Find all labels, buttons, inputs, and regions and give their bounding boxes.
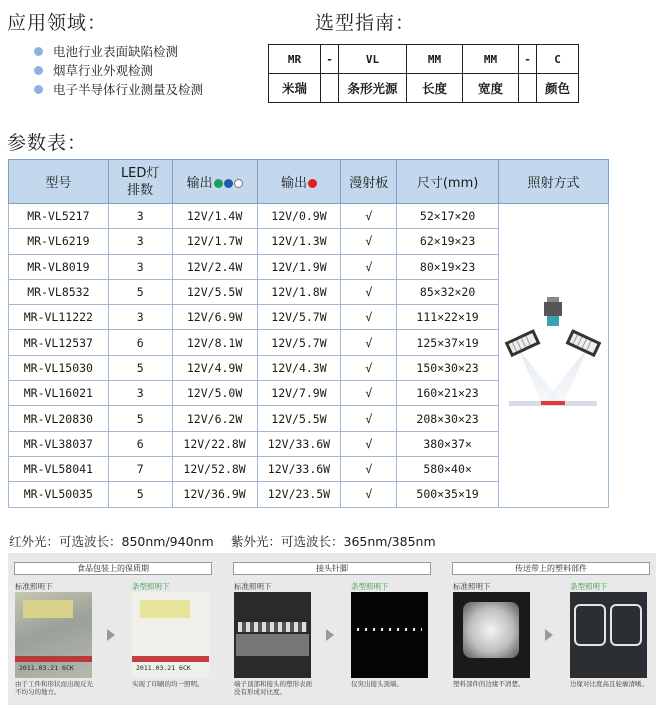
bullet-icon: [34, 47, 43, 56]
size-cell: 52×17×20: [397, 204, 499, 229]
size-cell: 160×21×23: [397, 381, 499, 406]
size-cell: 380×37×: [397, 431, 499, 456]
rows-cell: 3: [108, 305, 172, 330]
example-food-date: [11, 559, 215, 699]
arrow-right-icon: [326, 629, 334, 641]
model-cell: MR-VL50035: [9, 482, 109, 507]
standard-label: 标准照明下: [15, 582, 53, 591]
output1-cell: 12V/5.0W: [172, 381, 257, 406]
standard-label: 标准照明下: [234, 582, 272, 591]
code-cell: VL: [339, 45, 407, 74]
output2-cell: 12V/5.5W: [257, 406, 341, 431]
red-dot-icon: [308, 179, 317, 188]
model-cell: MR-VL12537: [9, 330, 109, 355]
rows-cell: 3: [108, 204, 172, 229]
diffuser-cell: √: [341, 279, 397, 304]
table-row: [9, 204, 609, 229]
name-cell: 米瑞: [269, 74, 321, 103]
diffuser-cell: √: [341, 456, 397, 481]
camera-body: [544, 302, 562, 316]
header-output-rgbw: 输出: [172, 160, 257, 204]
illumination-cell: [498, 204, 608, 508]
model-cell: MR-VL6219: [9, 229, 109, 254]
output2-cell: 12V/1.9W: [257, 254, 341, 279]
applications-title: 应用领域：: [7, 12, 108, 34]
diffuser-cell: √: [341, 406, 397, 431]
params-title: 参数表：: [7, 132, 88, 154]
name-cell: 条形光源: [339, 74, 407, 103]
diffuser-cell: √: [341, 229, 397, 254]
diffuser-cell: √: [341, 355, 397, 380]
standard-image: [453, 592, 530, 678]
arrow-right-icon: [545, 629, 553, 641]
size-cell: 62×19×23: [397, 229, 499, 254]
standard-image: [234, 592, 311, 678]
name-cell: [519, 74, 537, 103]
diffuser-cell: √: [341, 482, 397, 507]
header-illumination: 照射方式: [498, 160, 608, 204]
camera-lens: [547, 316, 559, 326]
rows-cell: 3: [108, 381, 172, 406]
bar-caption: 仅突出接头顶端。: [351, 680, 403, 688]
header-output-red: 输出: [257, 160, 341, 204]
model-cell: MR-VL16021: [9, 381, 109, 406]
rows-cell: 7: [108, 456, 172, 481]
diffuser-cell: √: [341, 254, 397, 279]
size-cell: 80×19×23: [397, 254, 499, 279]
code-cell: C: [537, 45, 579, 74]
standard-image: 2011.03.21 6CK: [15, 592, 92, 678]
application-item: 电池行业表面缺陷检测: [34, 42, 203, 61]
size-cell: 500×35×19: [397, 482, 499, 507]
output2-cell: 12V/1.8W: [257, 279, 341, 304]
bar-light-illustration: [503, 289, 603, 419]
size-cell: 580×40×: [397, 456, 499, 481]
output1-cell: 12V/52.8W: [172, 456, 257, 481]
rows-cell: 5: [108, 355, 172, 380]
bar-label: 条型照明下: [570, 582, 608, 591]
bar-image: 2011.03.21 6CK: [132, 592, 209, 678]
model-cell: MR-VL5217: [9, 204, 109, 229]
size-cell: 150×30×23: [397, 355, 499, 380]
model-cell: MR-VL38037: [9, 431, 109, 456]
bar-caption: 边缘对比度高且轮廓清晰。: [570, 680, 648, 688]
right-beam: [545, 347, 588, 401]
size-cell: 125×37×19: [397, 330, 499, 355]
arrow-right-icon: [107, 629, 115, 641]
header-size: 尺寸(mm): [397, 160, 499, 204]
output2-cell: 12V/1.3W: [257, 229, 341, 254]
application-item: 烟草行业外观检测: [34, 61, 203, 80]
diffuser-cell: √: [341, 330, 397, 355]
bar-image: [570, 592, 647, 678]
blue-dot-icon: [224, 179, 233, 188]
model-cell: MR-VL8532: [9, 279, 109, 304]
rows-cell: 3: [108, 254, 172, 279]
bar-image: [351, 592, 428, 678]
model-cell: MR-VL58041: [9, 456, 109, 481]
output1-cell: 12V/1.7W: [172, 229, 257, 254]
name-cell: 宽度: [463, 74, 519, 103]
applications-list: [34, 42, 203, 99]
examples-panel: [8, 553, 656, 705]
infrared-wavelength: 红外光：可选波长：850nm/940nm: [9, 534, 214, 549]
bar-label: 条型照明下: [351, 582, 389, 591]
name-cell: 长度: [407, 74, 463, 103]
rows-cell: 5: [108, 482, 172, 507]
output2-cell: 12V/0.9W: [257, 204, 341, 229]
output2-cell: 12V/23.5W: [257, 482, 341, 507]
bullet-icon: [34, 85, 43, 94]
code-cell: MM: [407, 45, 463, 74]
standard-label: 标准照明下: [453, 582, 491, 591]
header-model: 型号: [9, 160, 109, 204]
diffuser-cell: √: [341, 305, 397, 330]
code-cell: MR: [269, 45, 321, 74]
header-led-rows: LED灯排数: [108, 160, 172, 204]
selection-guide-title: 选型指南：: [315, 12, 416, 34]
rows-cell: 5: [108, 406, 172, 431]
rows-cell: 3: [108, 229, 172, 254]
model-cell: MR-VL11222: [9, 305, 109, 330]
ultraviolet-wavelength: 紫外光：可选波长：365nm/385nm: [231, 534, 436, 549]
green-dot-icon: [214, 179, 223, 188]
application-item: 电子半导体行业测量及检测: [34, 80, 203, 99]
left-bar-light: [505, 329, 541, 357]
example-title: 传送带上的塑料部件: [452, 562, 650, 575]
header-diffuser: 漫射板: [341, 160, 397, 204]
selection-guide-table: [268, 44, 579, 103]
diffuser-cell: √: [341, 381, 397, 406]
output2-cell: 12V/4.3W: [257, 355, 341, 380]
output2-cell: 12V/33.6W: [257, 456, 341, 481]
size-cell: 85×32×20: [397, 279, 499, 304]
diffuser-cell: √: [341, 431, 397, 456]
diffuser-cell: √: [341, 204, 397, 229]
standard-caption: 塑料部件的边缘不清楚。: [453, 680, 525, 688]
example-connector-pins: [230, 559, 434, 699]
example-title: 食品包装上的保质期: [14, 562, 212, 575]
name-cell: 颜色: [537, 74, 579, 103]
code-cell: -: [321, 45, 339, 74]
bar-caption: 实现了印刷的均一照明。: [132, 680, 204, 688]
example-plastic-parts: [449, 559, 653, 699]
output1-cell: 12V/4.9W: [172, 355, 257, 380]
target-object: [541, 401, 565, 405]
example-title: 接头针脚: [233, 562, 431, 575]
output2-cell: 12V/7.9W: [257, 381, 341, 406]
white-dot-icon: [234, 179, 243, 188]
output1-cell: 12V/6.2W: [172, 406, 257, 431]
rows-cell: 6: [108, 330, 172, 355]
output1-cell: 12V/2.4W: [172, 254, 257, 279]
output1-cell: 12V/22.8W: [172, 431, 257, 456]
output2-cell: 12V/5.7W: [257, 305, 341, 330]
output1-cell: 12V/8.1W: [172, 330, 257, 355]
size-cell: 111×22×19: [397, 305, 499, 330]
output1-cell: 12V/5.5W: [172, 279, 257, 304]
output2-cell: 12V/33.6W: [257, 431, 341, 456]
output1-cell: 12V/1.4W: [172, 204, 257, 229]
model-cell: MR-VL8019: [9, 254, 109, 279]
code-cell: MM: [463, 45, 519, 74]
camera-top: [547, 297, 559, 302]
rows-cell: 6: [108, 431, 172, 456]
params-table: [8, 159, 609, 508]
size-cell: 208×30×23: [397, 406, 499, 431]
standard-caption: 由于工件和形状而出现反光不均匀的地方。: [15, 680, 93, 696]
bar-label: 条型照明下: [132, 582, 170, 591]
model-cell: MR-VL20830: [9, 406, 109, 431]
output1-cell: 12V/36.9W: [172, 482, 257, 507]
model-cell: MR-VL15030: [9, 355, 109, 380]
rows-cell: 5: [108, 279, 172, 304]
output1-cell: 12V/6.9W: [172, 305, 257, 330]
output2-cell: 12V/5.7W: [257, 330, 341, 355]
name-cell: [321, 74, 339, 103]
bullet-icon: [34, 66, 43, 75]
standard-caption: 端子顶部和接头的塑形表面没有形成对比度。: [234, 680, 312, 696]
code-cell: -: [519, 45, 537, 74]
